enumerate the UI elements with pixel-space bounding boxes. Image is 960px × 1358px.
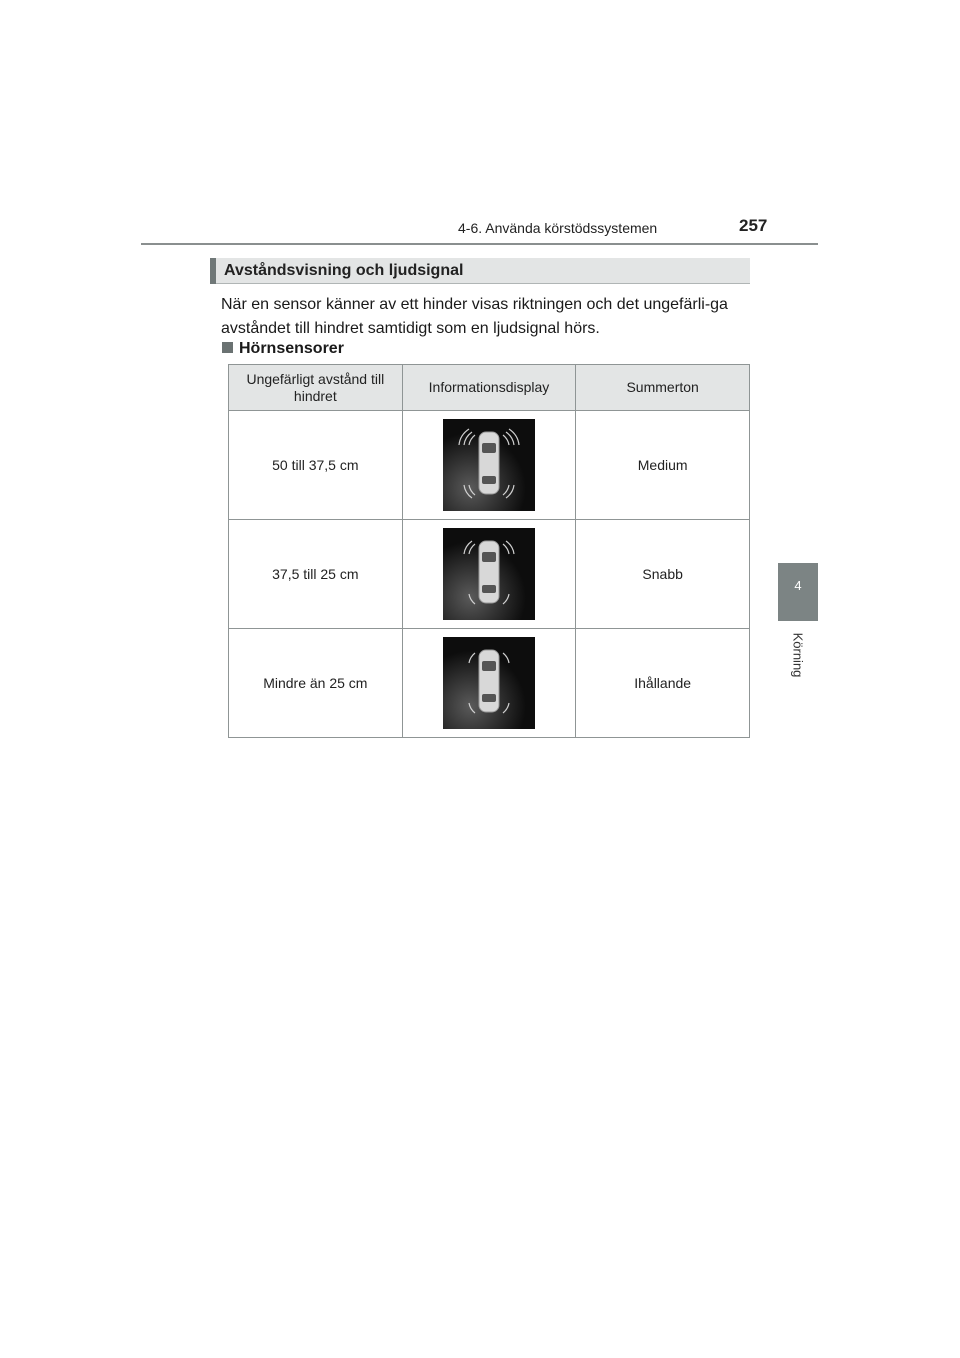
table-row (229, 411, 750, 520)
distance-cell: 37,5 till 25 cm (229, 520, 403, 629)
distance-cell: Mindre än 25 cm (229, 629, 403, 738)
car-corner-sensor-display-icon (443, 637, 535, 729)
section-heading-text: Avståndsvisning och ljudsignal (224, 262, 464, 279)
chapter-tab-label: Körning (790, 632, 806, 678)
table-header-row (229, 365, 750, 411)
intro-paragraph: När en sensor känner av ett hinder visas riktningen och det ungefärli-ga avståndet till hindret samtidigt som en ljudsignal hörs. (221, 296, 728, 337)
section-title: 4-6. Använda körstödssystemen (458, 220, 658, 236)
car-corner-sensor-display-icon (443, 528, 535, 620)
display-cell (402, 520, 576, 629)
sensor-table (228, 364, 750, 738)
car-corner-sensor-display-icon (443, 419, 535, 511)
table-row (229, 520, 750, 629)
tone-cell: Snabb (576, 520, 750, 629)
section-heading (210, 258, 750, 284)
tone-cell: Medium (576, 411, 750, 520)
chapter-tab-number: 4 (794, 578, 802, 593)
table-row (229, 629, 750, 738)
column-header-distance: Ungefärligt avstånd till hindret (229, 365, 403, 411)
section-heading-marker (210, 258, 216, 284)
subheading (222, 340, 344, 358)
header-divider (141, 243, 818, 245)
display-cell (402, 629, 576, 738)
column-header-tone: Summerton (576, 365, 750, 411)
display-cell (402, 411, 576, 520)
square-bullet-icon (222, 342, 233, 353)
subheading-text: Hörnsensorer (239, 340, 344, 357)
page-number: 257 (739, 216, 768, 235)
distance-cell: 50 till 37,5 cm (229, 411, 403, 520)
tone-cell: Ihållande (576, 629, 750, 738)
column-header-display: Informationsdisplay (402, 365, 576, 411)
